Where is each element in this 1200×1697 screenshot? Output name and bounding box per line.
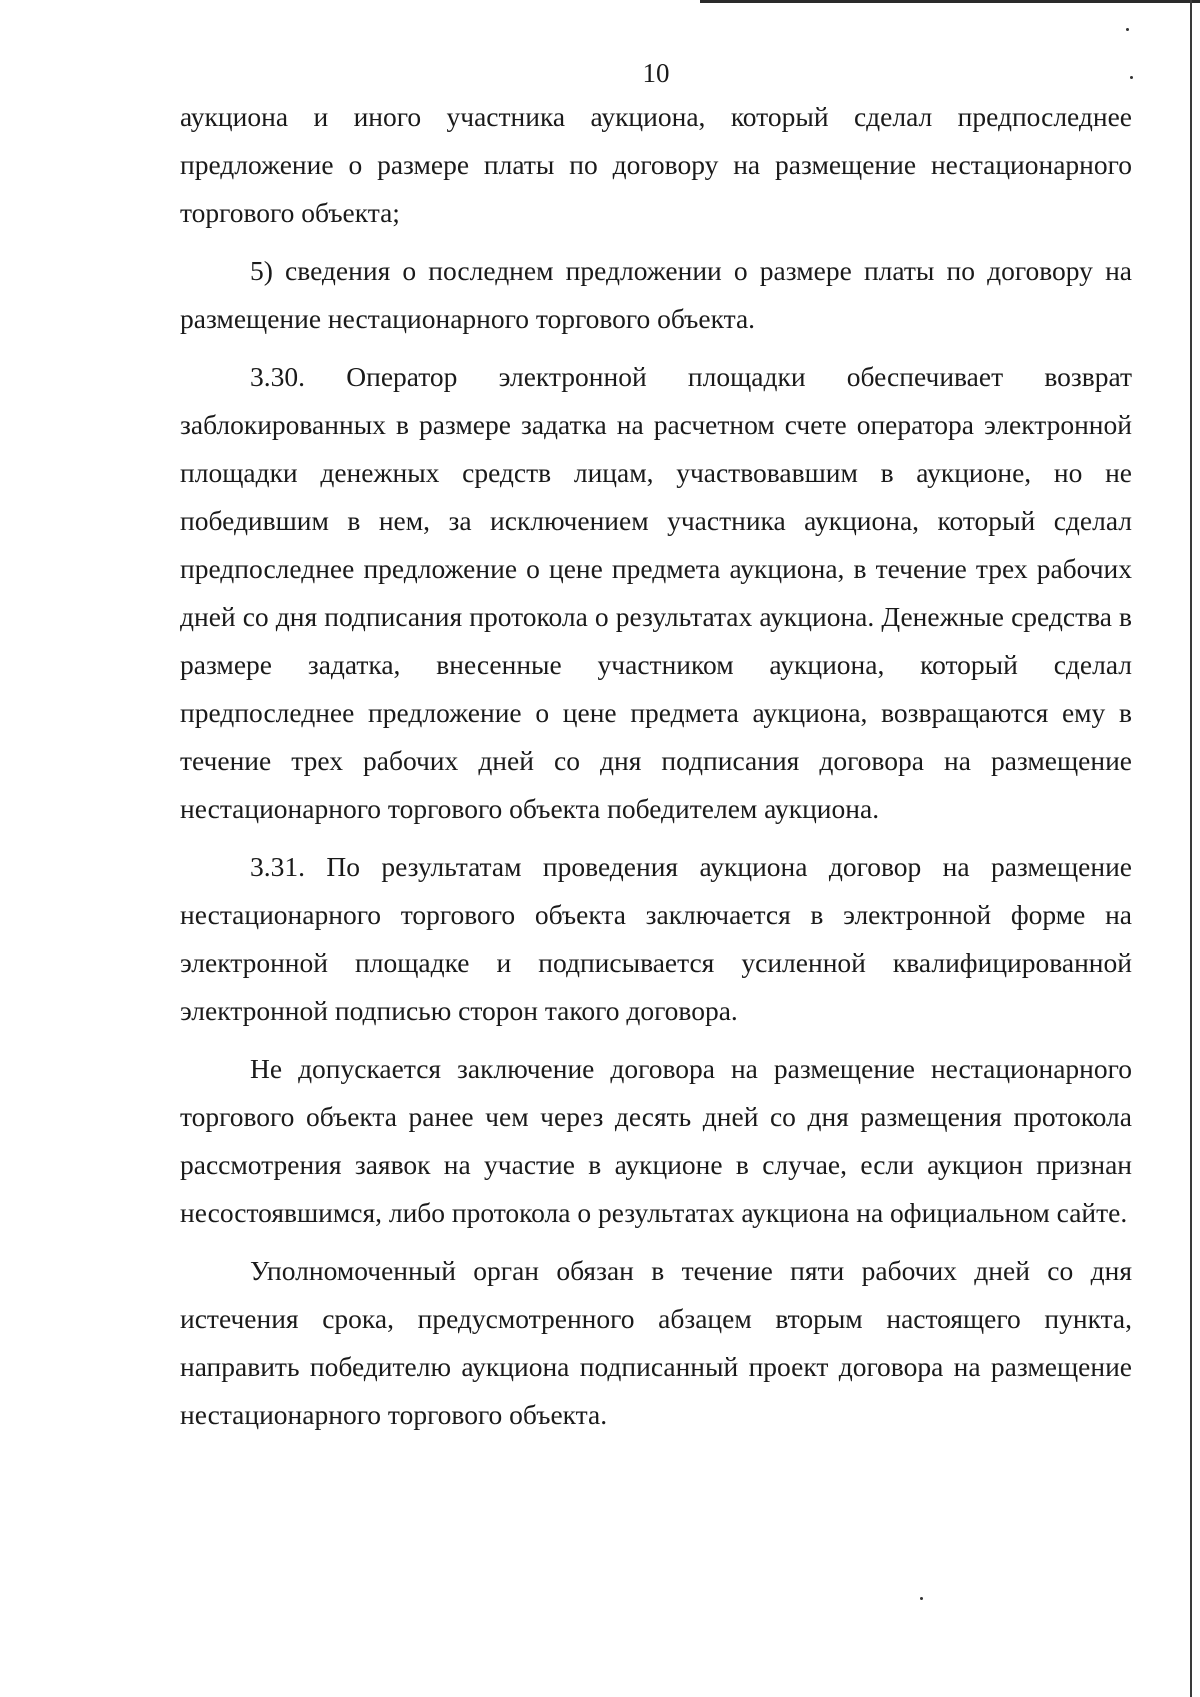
paragraph-authorized-body: Уполномоченный орган обязан в течение пяти рабочих дней со дня истечения срока, предусмотренного абзацем вторым настоящего пункта, направить победителю аукциона подписанный проект договора на размещение нестационарного торгового объекта. xyxy=(180,1255,1132,1430)
scan-speck xyxy=(920,1597,923,1600)
document-page xyxy=(180,55,1132,1439)
paragraph-not-allowed: Не допускается заключение договора на размещение нестационарного торгового объекта ранее чем через десять дней со дня размещения протокола рассмотрения заявок на участие в аукционе в случае, если аукцион признан несостоявшимся, либо протокола о результатах аукциона на официальном сайте. xyxy=(180,1053,1132,1228)
scan-top-edge xyxy=(700,0,1200,3)
scan-right-edge xyxy=(1190,0,1192,1697)
scan-speck xyxy=(1126,28,1129,31)
page-number: 10 xyxy=(642,58,670,88)
paragraph-continuation: аукциона и иного участника аукциона, который сделал предпоследнее предложение о размере платы по договору на размещение нестационарного торгового объекта; xyxy=(180,101,1132,228)
paragraph-3-31: 3.31. По результатам проведения аукциона договор на размещение нестационарного торгового объекта заключается в электронной форме на электронной площадке и подписывается усиленной квалифицированной электронной подписью сторон такого договора. xyxy=(180,851,1132,1026)
paragraph-item-5: 5) сведения о последнем предложении о размере платы по договору на размещение нестационарного торгового объекта. xyxy=(180,255,1132,334)
paragraph-3-30: 3.30. Оператор электронной площадки обеспечивает возврат заблокированных в размере задатка на расчетном счете оператора электронной площадки денежных средств лицам, участвовавшим в аукционе, но не победившим в нем, за исключением участника аукциона, который сделал предпоследнее предложение о цене предмета аукциона, в течение трех рабочих дней со дня подписания протокола о результатах аукциона. Денежные средства в размере задатка, внесенные участником аукциона, который сделал предпоследнее предложение о цене предмета аукциона, возвращаются ему в течение трех рабочих дней со дня подписания договора на размещение нестационарного торгового объекта победителем аукциона. xyxy=(180,361,1132,824)
